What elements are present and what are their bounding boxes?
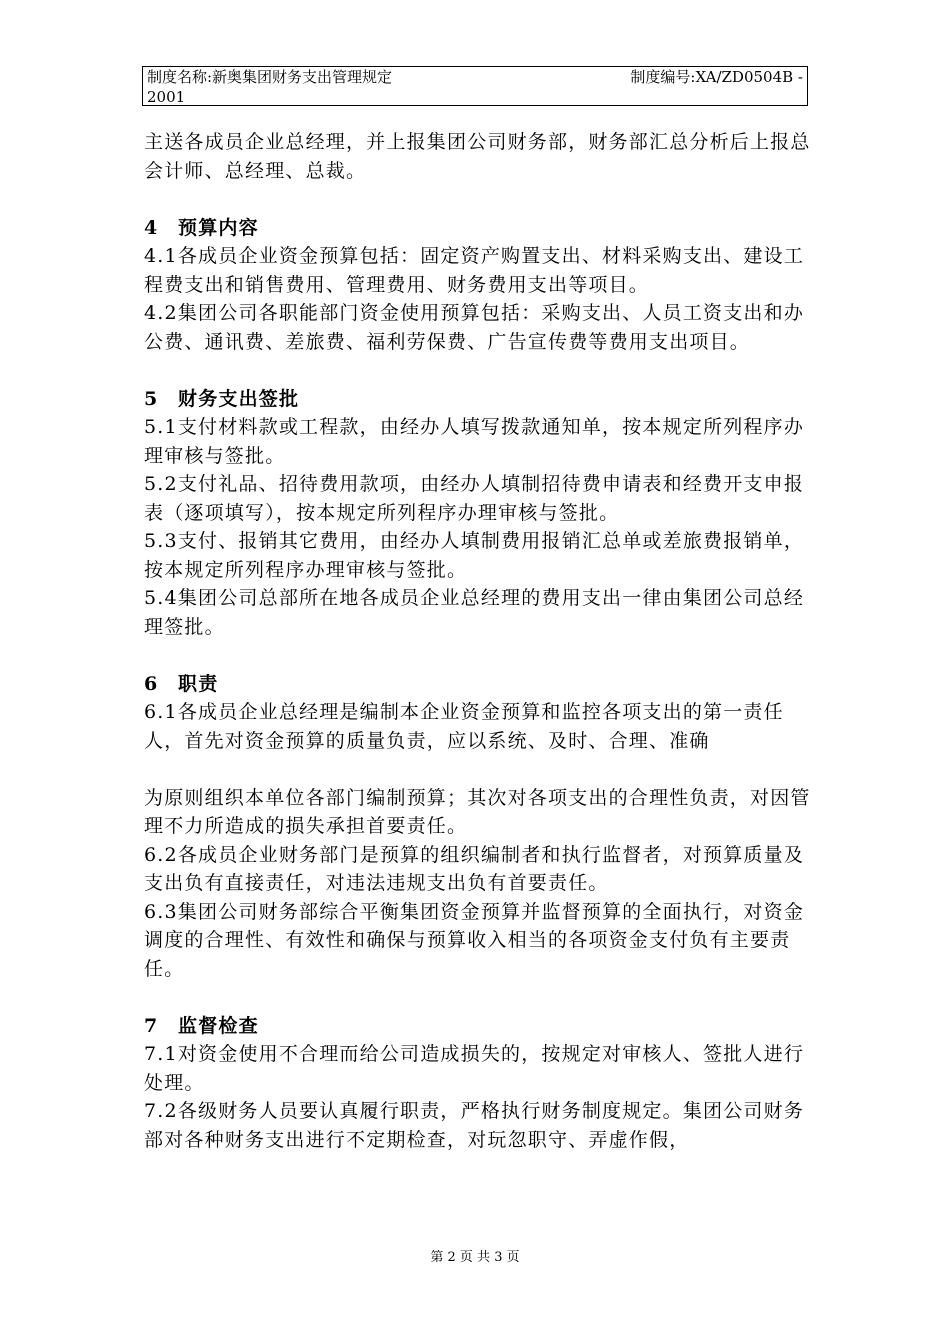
paragraph-5-4: 5.4集团公司总部所在地各成员企业总经理的费用支出一律由集团公司总经理签批。 bbox=[144, 587, 805, 638]
paragraph-4-1: 4.1各成员企业资金预算包括：固定资产购置支出、材料采购支出、建设工程费支出和销售费用、管理费用、财务费用支出等项目。 bbox=[144, 245, 805, 296]
document-body bbox=[144, 128, 824, 1154]
page-number: 第 2 页 共 3 页 bbox=[430, 1250, 520, 1265]
paragraph-5-3: 5.3支付、报销其它费用，由经办人填制费用报销汇总单或差旅费报销单，按本规定所列程序办理审核与签批。 bbox=[144, 530, 805, 581]
paragraph-6-1: 6.1各成员企业总经理是编制本企业资金预算和监控各项支出的第一责任人，首先对资金预算的质量负责，应以系统、及时、合理、准确 bbox=[144, 701, 784, 752]
section-title: 预算内容 bbox=[178, 216, 259, 239]
paragraph-6-1-cont: 为原则组织本单位各部门编制预算；其次对各项支出的合理性负责，对因管理不力所造成的损失承担首要责任。 bbox=[144, 786, 811, 837]
intro-paragraph: 主送各成员企业总经理，并上报集团公司财务部，财务部汇总分析后上报总会计师、总经理、总裁。 bbox=[144, 131, 811, 182]
paragraph-4-2: 4.2集团公司各职能部门资金使用预算包括：采购支出、人员工资支出和办公费、通讯费、差旅费、福利劳保费、广告宣传费等费用支出项目。 bbox=[144, 302, 805, 353]
section-number: 5 bbox=[144, 387, 159, 410]
section-heading-6 bbox=[144, 670, 824, 699]
section-heading-7 bbox=[144, 1012, 824, 1041]
page-break-gap bbox=[144, 755, 824, 784]
paragraph-5-2: 5.2支付礼品、招待费用款项，由经办人填制招待费申请表和经费开支申报表（逐项填写），按本规定所列程序办理审核与签批。 bbox=[144, 473, 805, 524]
section-number: 6 bbox=[144, 672, 159, 695]
section-title: 监督检查 bbox=[178, 1014, 259, 1037]
paragraph-6-2: 6.2各成员企业财务部门是预算的组织编制者和执行监督者，对预算质量及支出负有直接责任，对违法违规支出负有首要责任。 bbox=[144, 843, 805, 894]
section-heading-4 bbox=[144, 214, 824, 243]
paragraph-6-3: 6.3集团公司财务部综合平衡集团资金预算并监督预算的全面执行，对资金调度的合理性、有效性和确保与预算收入相当的各项资金支付负有主要责任。 bbox=[144, 900, 805, 980]
paragraph-7-1: 7.1对资金使用不合理而给公司造成损失的，按规定对审核人、签批人进行处理。 bbox=[144, 1043, 805, 1094]
regulation-title: 制度名称:新奥集团财务支出管理规定 bbox=[147, 68, 393, 86]
section-number: 4 bbox=[144, 216, 159, 239]
paragraph-7-2: 7.2各级财务人员要认真履行职责，严格执行财务制度规定。集团公司财务部对各种财务支出进行不定期检查，对玩忽职守、弄虚作假， bbox=[144, 1100, 805, 1151]
paragraph-5-1: 5.1支付材料款或工程款，由经办人填写拨款通知单，按本规定所列程序办理审核与签批。 bbox=[144, 416, 805, 467]
section-number: 7 bbox=[144, 1014, 159, 1037]
section-title: 职责 bbox=[178, 672, 219, 695]
section-title: 财务支出签批 bbox=[178, 387, 300, 410]
regulation-code-year: 2001 bbox=[147, 88, 186, 106]
section-heading-5 bbox=[144, 385, 824, 414]
document-header bbox=[142, 66, 808, 106]
regulation-code: 制度编号:XA/ZD0504B - bbox=[630, 68, 803, 86]
